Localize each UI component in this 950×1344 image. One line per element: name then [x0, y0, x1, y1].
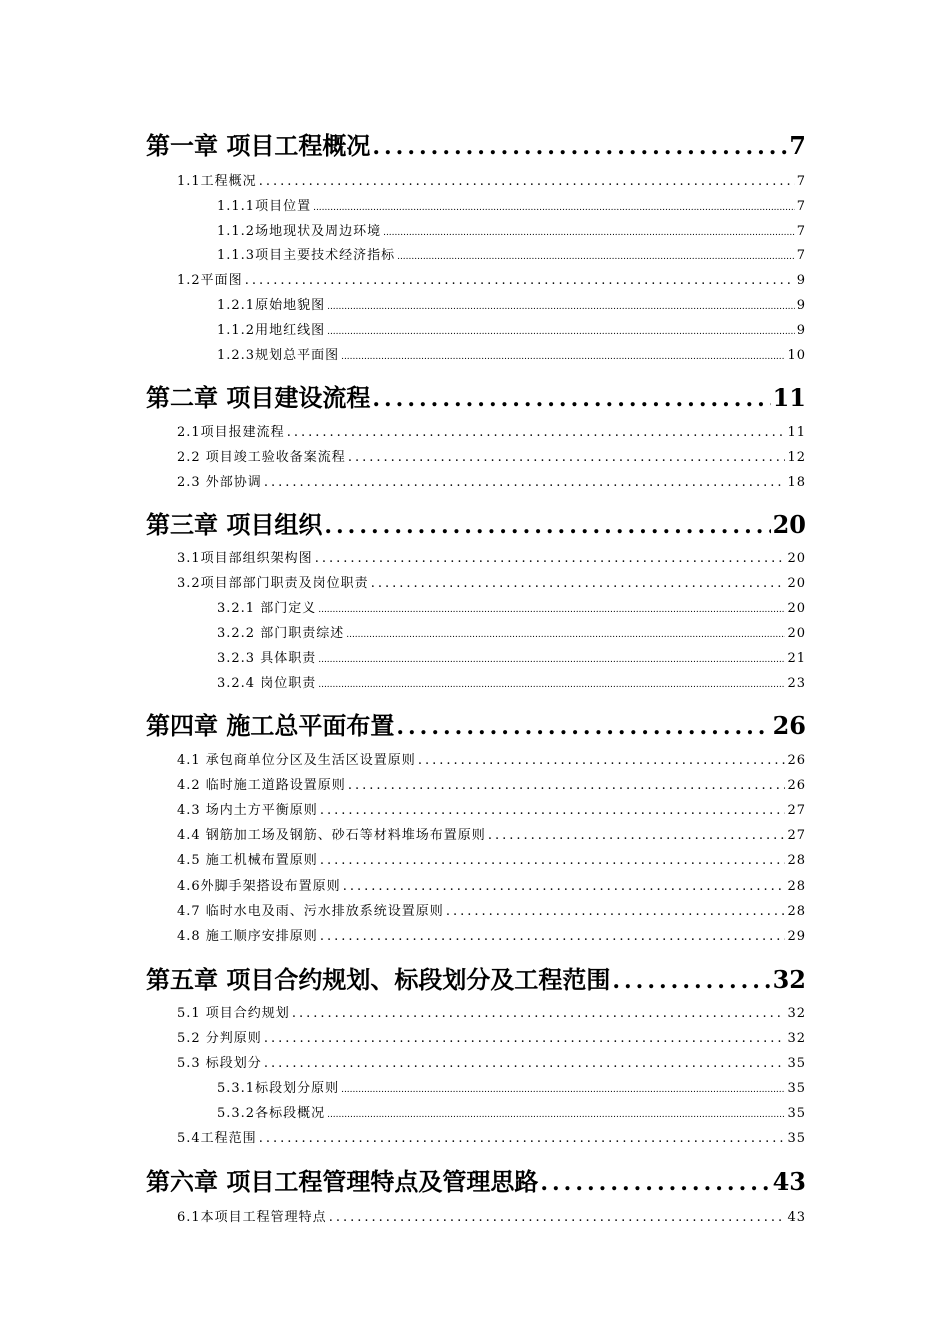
toc-section-entry[interactable]	[177, 774, 806, 796]
toc-entry-title: 3.1项目部组织架构图	[177, 551, 313, 566]
toc-section-entry[interactable]	[177, 925, 806, 947]
toc-entry-title: 5.2 分判原则	[177, 1031, 262, 1046]
dot-leader	[396, 714, 770, 740]
toc-subsection-entry[interactable]	[217, 294, 806, 316]
toc-entry-page-number: 28	[787, 879, 806, 894]
toc-entry-title: 2.3 外部协调	[177, 475, 262, 490]
toc-subsection-entry[interactable]	[217, 622, 806, 644]
dot-leader	[315, 551, 786, 566]
toc-entry-page-number: 26	[787, 778, 806, 793]
toc-entry-title: 1.1工程概况	[177, 174, 257, 189]
toc-entry-page-number: 29	[787, 929, 806, 944]
dot-leader	[327, 327, 795, 337]
toc-chapter-entry[interactable]	[146, 960, 806, 994]
toc-entry-title: 5.3.1标段划分原则	[217, 1081, 340, 1096]
toc-section-entry[interactable]	[177, 1206, 806, 1228]
toc-entry-title: 1.1.2用地红线图	[217, 323, 326, 338]
toc-entry-page-number: 26	[787, 753, 806, 768]
toc-section-entry[interactable]	[177, 824, 806, 846]
toc-section-entry[interactable]	[177, 421, 806, 443]
toc-entry-title: 5.1 项目合约规划	[177, 1006, 290, 1021]
toc-subsection-entry[interactable]	[217, 319, 806, 341]
toc-entry-page-number: 43	[787, 1210, 806, 1225]
toc-entry-page-number: 12	[787, 450, 806, 465]
toc-entry-title: 3.2.3 具体职责	[217, 651, 317, 666]
toc-entry-page-number: 20	[787, 576, 806, 591]
toc-entry-page-number: 35	[787, 1131, 806, 1146]
toc-entry-title: 第二章 项目建设流程	[146, 383, 371, 412]
toc-entry-page-number: 9	[796, 323, 806, 338]
toc-section-entry[interactable]	[177, 1052, 806, 1074]
toc-entry-title: 1.1.1项目位置	[217, 199, 312, 214]
toc-entry-page-number: 28	[787, 853, 806, 868]
dot-leader	[313, 203, 795, 213]
toc-entry-page-number: 27	[787, 828, 806, 843]
toc-chapter-entry[interactable]	[146, 126, 806, 160]
dot-leader	[372, 386, 770, 412]
toc-chapter-entry[interactable]	[146, 706, 806, 740]
dot-leader	[320, 853, 786, 868]
toc-entry-title: 4.6外脚手架搭设布置原则	[177, 879, 341, 894]
toc-entry-title: 第六章 项目工程管理特点及管理思路	[146, 1167, 539, 1196]
toc-entry-title: 4.2 临时施工道路设置原则	[177, 778, 346, 793]
toc-section-entry[interactable]	[177, 1127, 806, 1149]
toc-entry-title: 3.2.2 部门职责综述	[217, 626, 345, 641]
toc-section-entry[interactable]	[177, 799, 806, 821]
toc-entry-page-number: 20	[787, 626, 806, 641]
toc-subsection-entry[interactable]	[217, 672, 806, 694]
dot-leader	[318, 655, 785, 665]
toc-subsection-entry[interactable]	[217, 1102, 806, 1124]
dot-leader	[318, 605, 785, 615]
toc-entry-title: 4.5 施工机械布置原则	[177, 853, 318, 868]
toc-entry-title: 5.3.2各标段概况	[217, 1106, 326, 1121]
dot-leader	[383, 228, 795, 238]
toc-entry-page-number: 7	[796, 224, 806, 239]
dot-leader	[346, 630, 785, 640]
dot-leader	[348, 778, 786, 793]
toc-entry-page-number: 26	[772, 711, 806, 740]
toc-section-entry[interactable]	[177, 269, 806, 291]
toc-entry-page-number: 11	[772, 383, 806, 412]
toc-subsection-entry[interactable]	[217, 244, 806, 266]
toc-entry-title: 1.1.3项目主要技术经济指标	[217, 248, 396, 263]
toc-entry-title: 5.3 标段划分	[177, 1056, 262, 1071]
dot-leader	[324, 513, 770, 539]
toc-chapter-entry[interactable]	[146, 505, 806, 539]
toc-entry-page-number: 21	[787, 651, 806, 666]
toc-entry-page-number: 23	[787, 676, 806, 691]
toc-entry-page-number: 9	[796, 273, 806, 288]
toc-entry-page-number: 18	[787, 475, 806, 490]
toc-section-entry[interactable]	[177, 471, 806, 493]
toc-entry-page-number: 35	[787, 1056, 806, 1071]
toc-entry-title: 1.2.3规划总平面图	[217, 348, 340, 363]
toc-subsection-entry[interactable]	[217, 220, 806, 242]
dot-leader	[245, 273, 795, 288]
toc-entry-title: 4.3 场内土方平衡原则	[177, 803, 318, 818]
toc-entry-page-number: 20	[787, 551, 806, 566]
toc-section-entry[interactable]	[177, 749, 806, 771]
toc-entry-page-number: 7	[796, 248, 806, 263]
toc-chapter-entry[interactable]	[146, 1162, 806, 1196]
dot-leader	[397, 252, 795, 262]
dot-leader	[540, 1170, 770, 1196]
dot-leader	[329, 1210, 786, 1225]
dot-leader	[318, 680, 785, 690]
toc-entry-title: 4.1 承包商单位分区及生活区设置原则	[177, 753, 416, 768]
toc-entry-page-number: 32	[772, 965, 806, 994]
toc-subsection-entry[interactable]	[217, 195, 806, 217]
dot-leader	[292, 1006, 786, 1021]
toc-subsection-entry[interactable]	[217, 1077, 806, 1099]
toc-entry-title: 4.4 钢筋加工场及钢筋、砂石等材料堆场布置原则	[177, 828, 486, 843]
toc-entry-title: 3.2项目部部门职责及岗位职责	[177, 576, 369, 591]
dot-leader	[259, 1131, 786, 1146]
dot-leader	[259, 174, 795, 189]
dot-leader	[287, 425, 786, 440]
toc-chapter-entry[interactable]	[146, 378, 806, 412]
toc-entry-title: 1.1.2场地现状及周边环境	[217, 224, 382, 239]
toc-entry-page-number: 35	[787, 1081, 806, 1096]
dot-leader	[320, 803, 786, 818]
toc-section-entry[interactable]	[177, 446, 806, 468]
toc-entry-title: 第三章 项目组织	[146, 510, 323, 539]
toc-entry-title: 4.8 施工顺序安排原则	[177, 929, 318, 944]
dot-leader	[612, 968, 770, 994]
toc-entry-title: 第一章 项目工程概况	[146, 131, 371, 160]
dot-leader	[372, 134, 787, 160]
toc-entry-title: 6.1本项目工程管理特点	[177, 1210, 327, 1225]
toc-entry-title: 3.2.4 岗位职责	[217, 676, 317, 691]
toc-section-entry[interactable]	[177, 875, 806, 897]
dot-leader	[348, 450, 786, 465]
toc-entry-page-number: 27	[787, 803, 806, 818]
dot-leader	[418, 753, 786, 768]
toc-entry-page-number: 20	[787, 601, 806, 616]
toc-section-entry[interactable]	[177, 849, 806, 871]
dot-leader	[343, 879, 786, 894]
toc-entry-title: 1.2平面图	[177, 273, 243, 288]
toc-entry-title: 4.7 临时水电及雨、污水排放系统设置原则	[177, 904, 444, 919]
toc-entry-page-number: 7	[796, 174, 806, 189]
dot-leader	[264, 475, 786, 490]
toc-entry-title: 3.2.1 部门定义	[217, 601, 317, 616]
dot-leader	[446, 904, 786, 919]
toc-subsection-entry[interactable]	[217, 344, 806, 366]
dot-leader	[488, 828, 786, 843]
toc-section-entry[interactable]	[177, 170, 806, 192]
dot-leader	[264, 1031, 786, 1046]
toc-entry-page-number: 9	[796, 298, 806, 313]
dot-leader	[341, 1085, 785, 1095]
toc-entry-page-number: 35	[787, 1106, 806, 1121]
toc-entry-page-number: 43	[772, 1167, 806, 1196]
toc-entry-title: 2.2 项目竣工验收备案流程	[177, 450, 346, 465]
dot-leader	[327, 1110, 785, 1120]
toc-entry-page-number: 7	[789, 131, 806, 160]
dot-leader	[320, 929, 786, 944]
toc-entry-title: 2.1项目报建流程	[177, 425, 285, 440]
dot-leader	[264, 1056, 786, 1071]
toc-entry-title: 5.4工程范围	[177, 1131, 257, 1146]
toc-entry-page-number: 32	[787, 1006, 806, 1021]
toc-entry-page-number: 20	[772, 510, 806, 539]
toc-entry-page-number: 11	[787, 425, 806, 440]
toc-subsection-entry[interactable]	[217, 647, 806, 669]
dot-leader	[327, 302, 795, 312]
toc-entry-page-number: 7	[796, 199, 806, 214]
dot-leader	[341, 352, 785, 362]
toc-section-entry[interactable]	[177, 1002, 806, 1024]
dot-leader	[371, 576, 786, 591]
toc-section-entry[interactable]	[177, 900, 806, 922]
toc-entry-title: 第五章 项目合约规划、标段划分及工程范围	[146, 965, 611, 994]
toc-section-entry[interactable]	[177, 572, 806, 594]
toc-entry-page-number: 10	[787, 348, 806, 363]
toc-entry-page-number: 28	[787, 904, 806, 919]
toc-section-entry[interactable]	[177, 1027, 806, 1049]
toc-entry-page-number: 32	[787, 1031, 806, 1046]
toc-entry-title: 第四章 施工总平面布置	[146, 711, 395, 740]
toc-subsection-entry[interactable]	[217, 597, 806, 619]
toc-section-entry[interactable]	[177, 547, 806, 569]
toc-entry-title: 1.2.1原始地貌图	[217, 298, 326, 313]
